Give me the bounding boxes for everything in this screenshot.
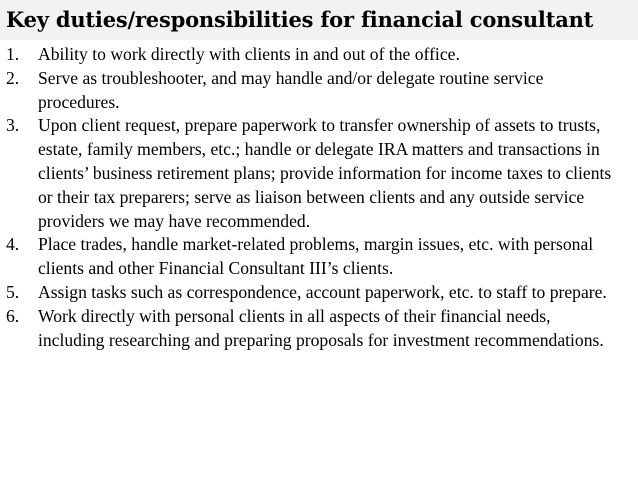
list-item-text: Work directly with personal clients in all aspects of their financial needs, including researching and preparing proposals for investment recommendations. xyxy=(38,305,604,350)
list-item-text: Ability to work directly with clients in and out of the office. xyxy=(38,44,460,64)
list-item-number: 6. xyxy=(6,305,20,326)
list-item-number: 4. xyxy=(6,234,20,255)
list-item-number: 5. xyxy=(6,281,20,302)
page-title: Key duties/responsibilities for financial consultant xyxy=(6,7,594,32)
list-item xyxy=(0,43,616,67)
list-item-number: 1. xyxy=(6,44,20,64)
list-item xyxy=(0,114,616,233)
list-item-text: Place trades, handle market-related problems, margin issues, etc. with personal clients and other Financial Consultant III’s clients. xyxy=(38,234,594,279)
duties-list xyxy=(0,43,616,352)
list-item-number: 2. xyxy=(6,67,20,88)
list-item xyxy=(0,305,616,353)
title-bar xyxy=(0,0,638,40)
list-item xyxy=(0,67,616,115)
list-item-text: Assign tasks such as correspondence, account paperwork, etc. to staff to prepare. xyxy=(38,281,607,302)
list-item xyxy=(0,233,616,281)
list-item-number: 3. xyxy=(6,115,20,136)
list-item-text: Serve as troubleshooter, and may handle and/or delegate routine service procedures. xyxy=(38,67,544,112)
list-item-text: Upon client request, prepare paperwork to transfer ownership of assets to trusts, estate, family members, etc.; handle or delegate IRA matters and transactions in clients’ business retirement plans; provide information for income taxes to clients or their tax preparers; serve as liaison between clients and any outside service providers we may have recommended. xyxy=(38,115,612,231)
list-item xyxy=(0,281,616,305)
